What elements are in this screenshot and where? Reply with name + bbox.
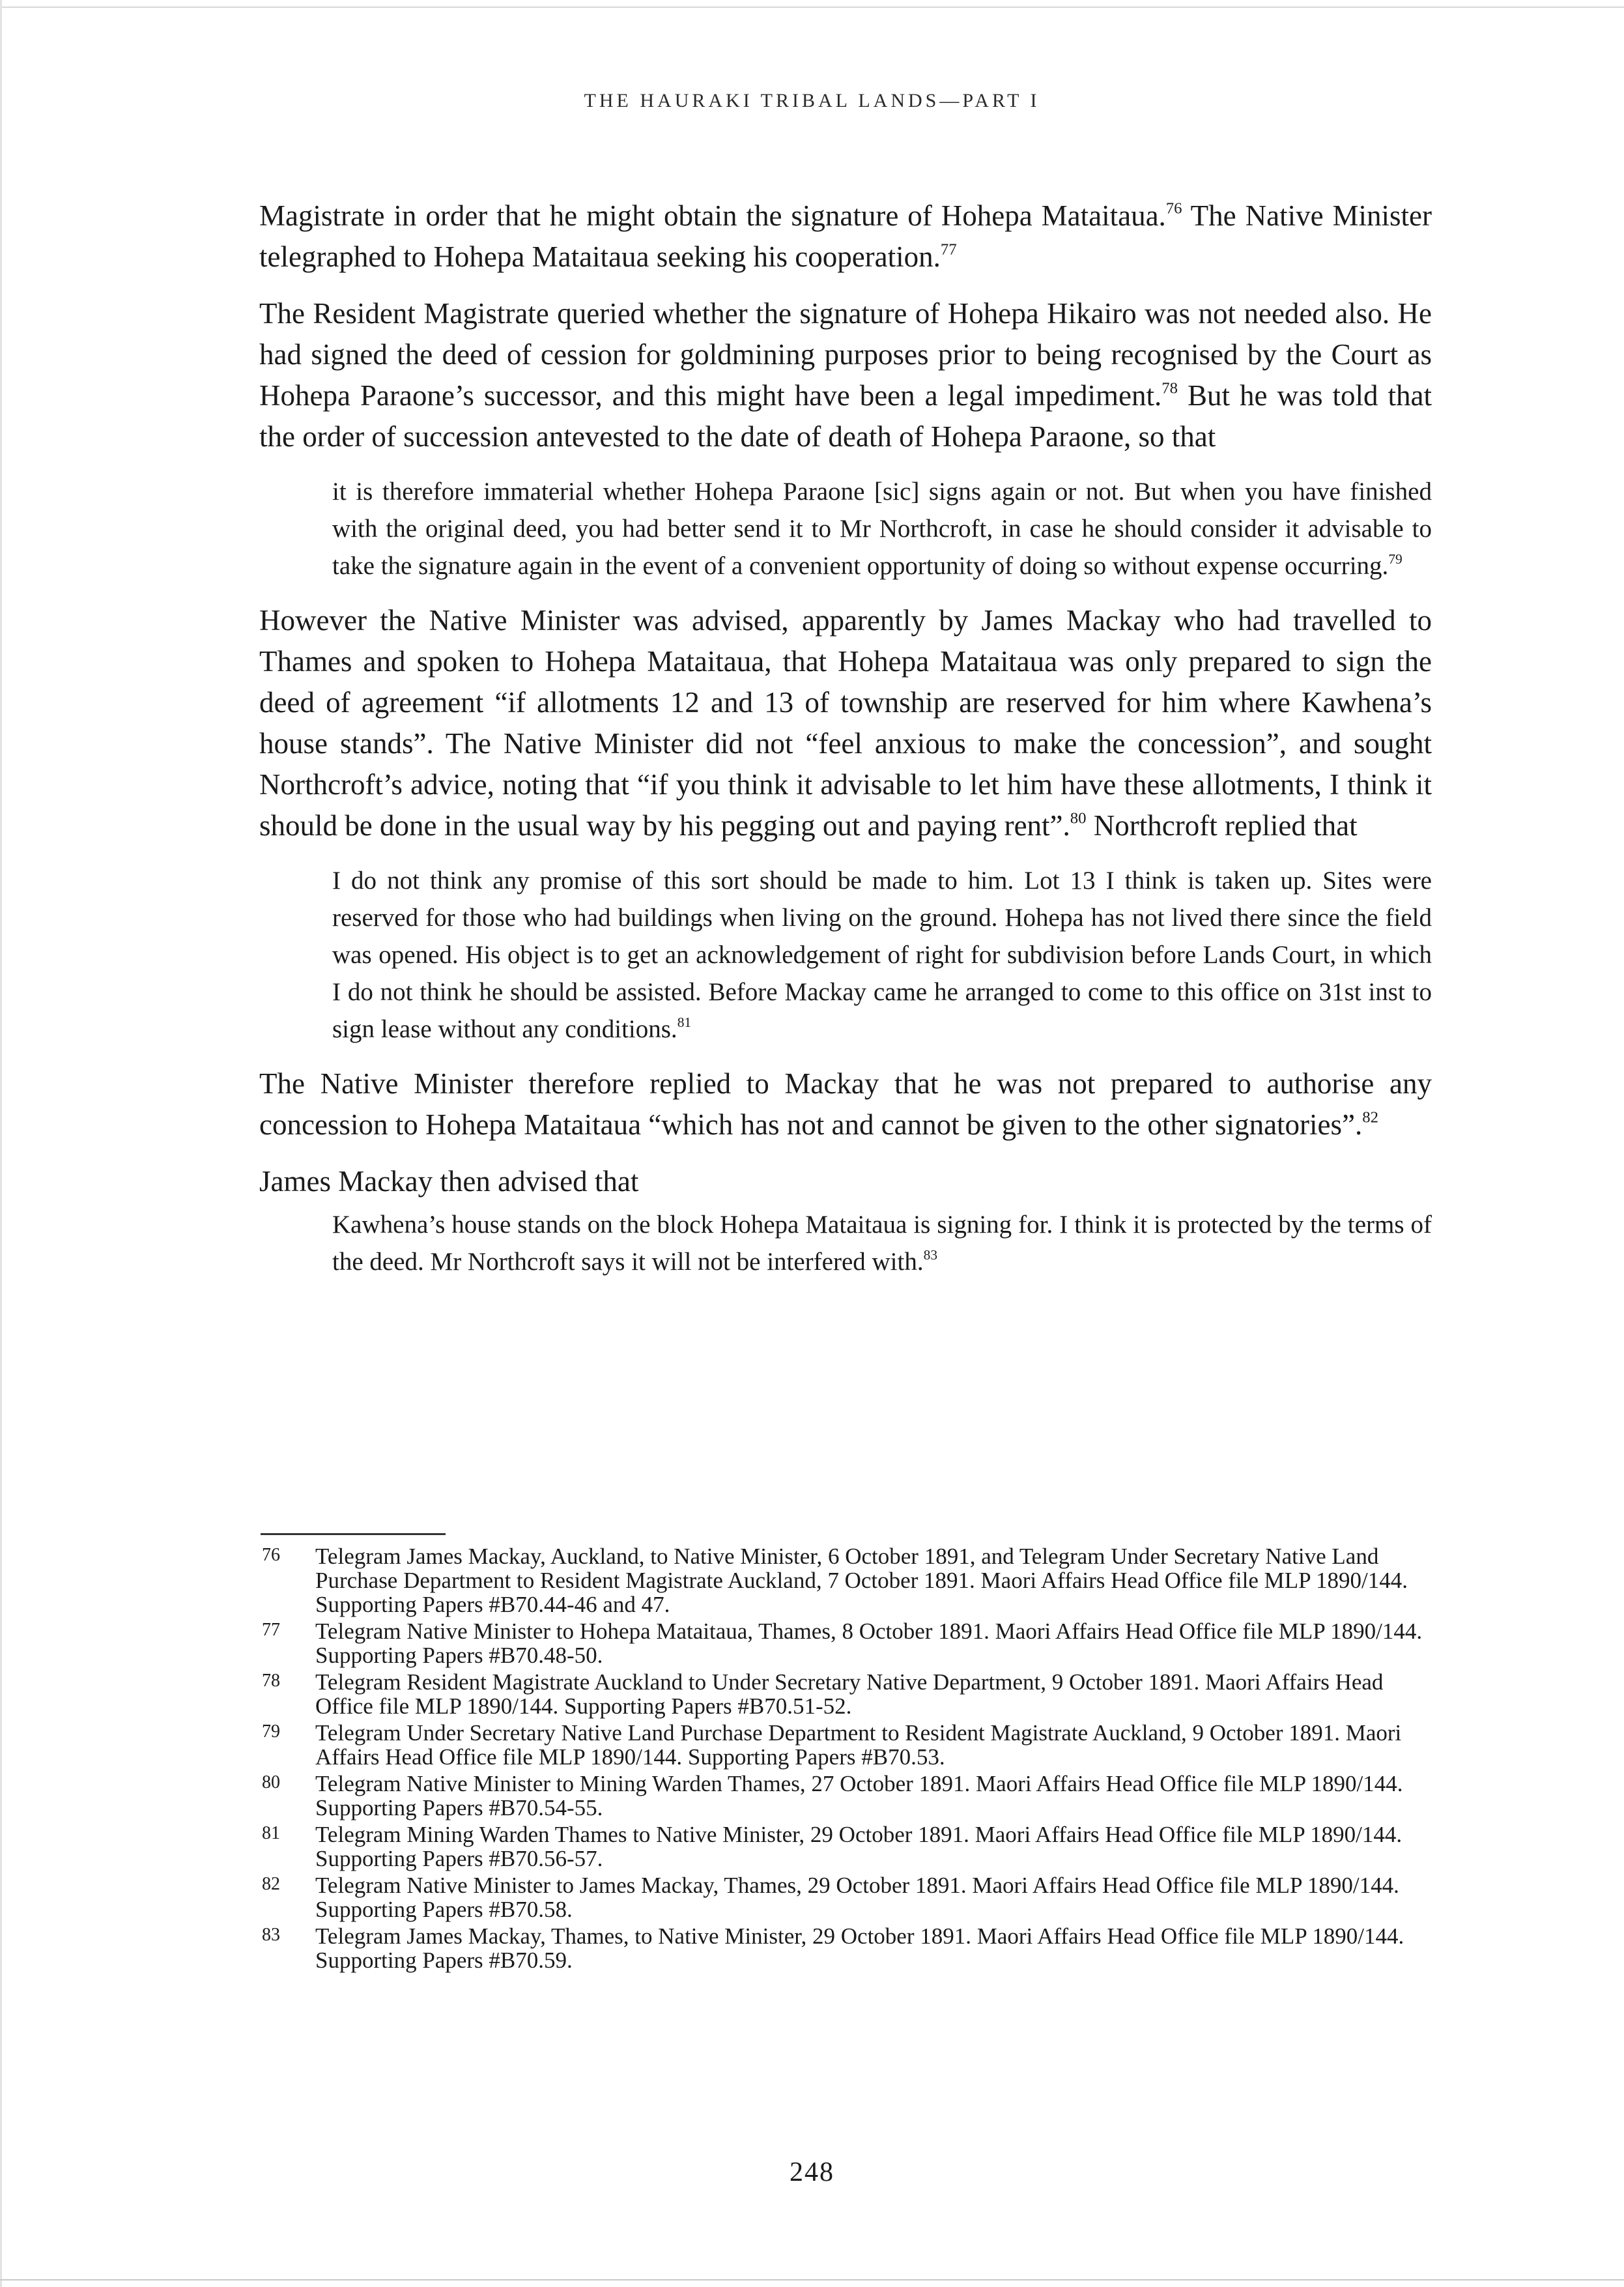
paragraph-text: Magistrate in order that he might obtain the signature of Hohepa Mataitaua. [259, 199, 1166, 232]
paragraph-text: The Native Minister therefore replied to Mackay that he was not prepared to authorise any concession to Hohepa Mataitaua “which has not and cannot be given to the other signatories”. [259, 1067, 1432, 1141]
footnote-text: Telegram Under Secretary Native Land Purchase Department to Resident Magistrate Auckland, 9 October 1891. Maori Affairs Head Office file MLP 1890/144. Supporting Papers #B70.53. [315, 1720, 1402, 1770]
footnote-ref: 77 [940, 240, 957, 259]
footnote-text: Telegram Resident Magistrate Auckland to Under Secretary Native Department, 9 October 1891. Maori Affairs Head Office file MLP 1890/144. Supporting Papers #B70.51-52. [315, 1669, 1384, 1719]
running-head: THE HAURAKI TRIBAL LANDS—PART I [584, 90, 1040, 111]
footnote-text: Telegram Mining Warden Thames to Native Minister, 29 October 1891. Maori Affairs Head Office file MLP 1890/144. Supporting Papers #B70.56-57. [315, 1822, 1403, 1871]
paragraph [259, 195, 1432, 278]
footnote-number: 78 [262, 1671, 280, 1691]
block-quote [332, 473, 1432, 584]
footnote-number: 83 [262, 1925, 280, 1945]
footnote-ref: 80 [1070, 809, 1087, 827]
footnote-number: 76 [262, 1545, 280, 1565]
footnote [259, 1873, 1432, 1921]
paragraph-text: However the Native Minister was advised, apparently by James Mackay who had travelled to Thames and spoken to Hohepa Mataitaua, that Hohepa Mataitaua was only prepared to sign the deed of agreement “if allotments 12 and 13 of township are reserved for him where Kawhena’s house stands”. The Native Minister did not “feel anxious to make the concession”, and sought Northcroft’s advice, noting that “if you think it advisable to let him have these allotments, I think it should be done in the usual way by his pegging out and paying rent”. [259, 604, 1432, 842]
page-number: 248 [790, 2157, 834, 2187]
footnote-text: Telegram Native Minister to Hohepa Mataitaua, Thames, 8 October 1891. Maori Affairs Head Office file MLP 1890/144. Supporting Papers #B70.48-50. [315, 1618, 1423, 1668]
paragraph-text: The Resident Magistrate queried whether the signature of Hohepa Hikairo was not needed also. He had signed the deed of cession for goldmining purposes prior to being recognised by the Court as Hohepa Paraone’s successor, and this might have been a legal impediment. [259, 297, 1432, 412]
block-quote [332, 862, 1432, 1048]
footnote [259, 1619, 1432, 1667]
scan-edge-top [0, 7, 1624, 8]
scan-edge-left [0, 0, 2, 2287]
paragraph [259, 293, 1432, 457]
footnote-number: 81 [262, 1823, 280, 1843]
footnote-number: 77 [262, 1620, 280, 1640]
paragraph [259, 1161, 1432, 1202]
footnote-ref: 83 [923, 1246, 938, 1263]
quote-text: I do not think any promise of this sort should be made to him. Lot 13 I think is taken up. Sites were reserved for those who had buildings when living on the ground. Hohepa has not lived there since the field was opened. His object is to get an acknowledgement of right for subdivision before Lands Court, in which I do not think he should be assisted. Before Mackay came he arranged to come to this office on 31st inst to sign lease without any conditions. [332, 867, 1432, 1043]
paragraph-text: Northcroft replied that [1086, 809, 1358, 842]
paragraph-text: But he was told that the order of succession antevested to the date of death of Hohepa Paraone, so that [259, 379, 1432, 453]
footnote-number: 79 [262, 1721, 280, 1742]
footnote-text: Telegram James Mackay, Auckland, to Native Minister, 6 October 1891, and Telegram Under Secretary Native Land Purchase Department to Resident Magistrate Auckland, 7 October 1891. Maori Affairs Head Office file MLP 1890/144. Supporting Papers #B70.44-46 and 47. [315, 1544, 1408, 1617]
paragraph-text: James Mackay then advised that [259, 1165, 639, 1198]
footnote-number: 80 [262, 1772, 280, 1792]
paragraph-text: The Native Minister telegraphed to Hohepa Mataitaua seeking his cooperation. [259, 199, 1432, 273]
scan-edge-bottom [0, 2279, 1624, 2280]
footnote-text: Telegram James Mackay, Thames, to Native Minister, 29 October 1891. Maori Affairs Head Office file MLP 1890/144. Supporting Papers #B70.59. [315, 1923, 1404, 1973]
block-quote [332, 1206, 1432, 1280]
footnote [259, 1772, 1432, 1820]
footnote-rule [261, 1533, 446, 1535]
footnote-ref: 81 [677, 1014, 692, 1030]
footnote-text: Telegram Native Minister to Mining Warden Thames, 27 October 1891. Maori Affairs Head Office file MLP 1890/144. Supporting Papers #B70.54-55. [315, 1771, 1403, 1820]
footnotes [259, 1544, 1432, 1975]
footnote [259, 1822, 1432, 1871]
paragraph [259, 1063, 1432, 1145]
footnote-ref: 79 [1388, 551, 1403, 567]
footnote-ref: 78 [1161, 379, 1178, 397]
footnote [259, 1721, 1432, 1769]
paragraph [259, 600, 1432, 846]
footnote-text: Telegram Native Minister to James Mackay, Thames, 29 October 1891. Maori Affairs Head Office file MLP 1890/144. Supporting Papers #B70.58. [315, 1873, 1399, 1922]
footnote [259, 1924, 1432, 1972]
footnote-ref: 76 [1165, 199, 1182, 218]
quote-text: Kawhena’s house stands on the block Hohepa Mataitaua is signing for. I think it is protected by the terms of the deed. Mr Northcroft says it will not be interfered with. [332, 1211, 1432, 1276]
footnote-ref: 82 [1362, 1108, 1378, 1127]
footnote-number: 82 [262, 1874, 280, 1894]
quote-text: it is therefore immaterial whether Hohepa Paraone [sic] signs again or not. But when you have finished with the original deed, you had better send it to Mr Northcroft, in case he should consider it advisable to take the signature again in the event of a convenient opportunity of doing so without expense occurring. [332, 478, 1432, 580]
footnote [259, 1544, 1432, 1617]
body-text [259, 195, 1432, 1296]
footnote [259, 1670, 1432, 1718]
